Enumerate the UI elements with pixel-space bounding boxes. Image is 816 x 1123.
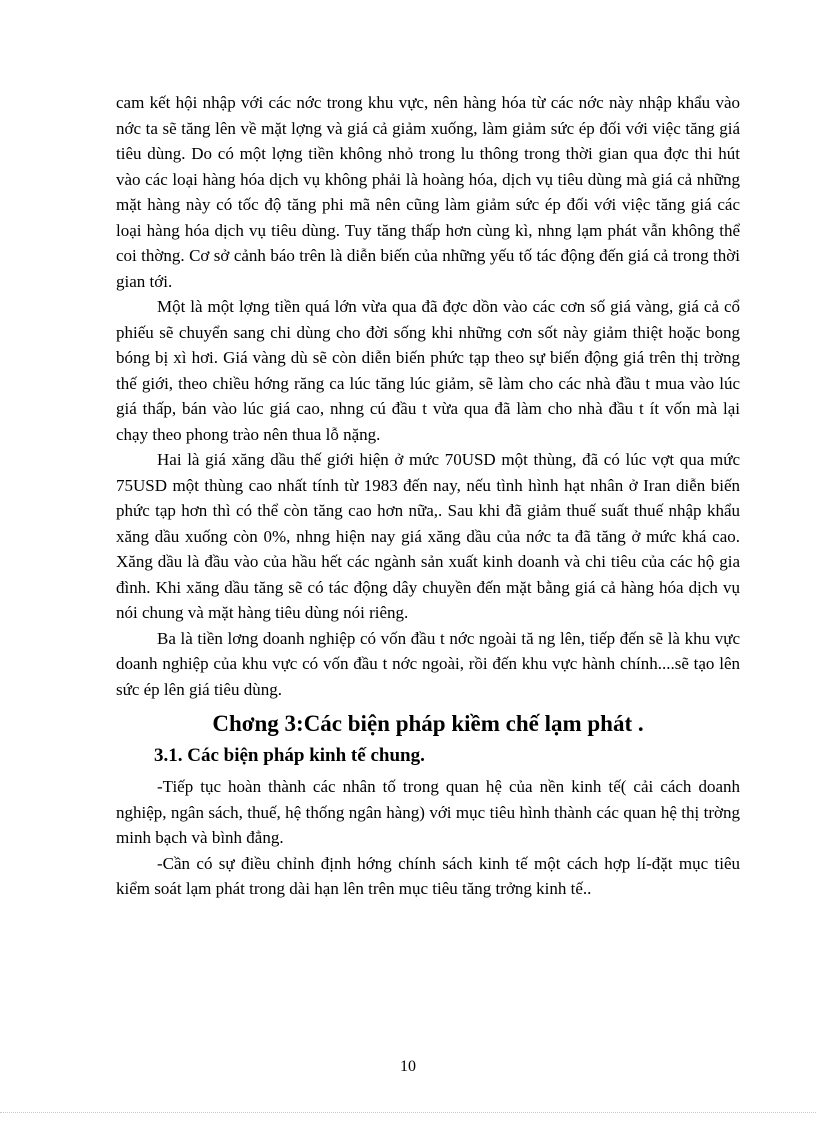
paragraph-section-1: -Tiếp tục hoàn thành các nhân tố trong quan hệ của nền kinh tế( cải cách doanh nghiệp, ngân sách, thuế, hệ thống ngân hàng) với mục tiêu hình thành các quan hệ thị trờng minh bạch và bình đẳng. <box>116 777 740 847</box>
paragraph-hai-la: Hai là giá xăng dầu thế giới hiện ở mức 70USD một thùng, đã có lúc vợt qua mức 75USD một thùng cao nhất tính từ 1983 đến nay, nếu tình hình hạt nhân ở Iran diễn biến phức tạp hơn thì có thể còn tăng cao hơn nữa,. Sau khi đã giảm thuế suất thuế nhập khẩu xăng dầu xuống còn 0%, nhng hiện nay giá xăng dầu của nớc ta đã tăng ở mức khá cao. Xăng dầu là đầu vào của hầu hết các ngành sản xuất kinh doanh và chi tiêu của các hộ gia đình. Khi xăng dầu tăng sẽ có tác động dây chuyền đến mặt bằng giá cả hàng hóa dịch vụ nói chung và mặt hàng tiêu dùng nói riêng. <box>116 450 740 622</box>
section-title: 3.1. Các biện pháp kinh tế chung. <box>154 745 425 766</box>
paragraph-ba-la: Ba là tiền lơng doanh nghiệp có vốn đầu t nớc ngoài tă ng lên, tiếp đến sẽ là khu vực doanh nghiệp của khu vực có vốn đầu t nớc ngoài, rồi đến khu vực hành chính....sẽ tạo lên sức ép lên giá tiêu dùng. <box>116 628 740 699</box>
body-text <box>116 90 740 902</box>
page-number: 10 <box>400 1058 416 1075</box>
page-bottom-divider <box>0 1112 816 1113</box>
paragraph-mot-la: Một là một lợng tiền quá lớn vừa qua đã đợc dồn vào các cơn số giá vàng, giá cả cổ phiếu sẽ chuyển sang chi dùng cho đời sống khi những cơn sốt này giảm thiệt hoặc bong bóng bị xì hơi. Giá vàng dù sẽ còn diễn biến phức tạp theo sự biến động giá trên thị trờng thế giới, theo chiều hớng răng ca lúc tăng lúc giảm, sẽ làm cho các nhà đầu t mua vào lúc giá thấp, bán vào lúc giá cao, nhng cú đầu t vừa qua đã làm cho nhà đầu t ít vốn mà lại chạy theo phong trào nên thua lỗ nặng. <box>116 297 740 444</box>
chapter-title: Chơng 3:Các biện pháp kiềm chế lạm phát . <box>212 711 644 736</box>
paragraph-intro: cam kết hội nhập với các nớc trong khu vực, nên hàng hóa từ các nớc này nhập khẩu vào nớc ta sẽ tăng lên về mặt lợng và giá cả giảm xuống, làm giảm sức ép đối với việc tăng giá tiêu dùng. Do có một lợng tiền không nhỏ trong lu thông trong thời gian qua đợc thi hút vào các loại hàng hóa dịch vụ không phải là hoàng hóa, dịch vụ tiêu dùng mà giá cả những mặt hàng này có tốc độ tăng phi mã nên cũng làm giảm sức ép đối với việc tăng giá các loại hàng hóa dịch vụ tiêu dùng. Tuy tăng thấp hơn cùng kì, nhng lạm phát vẫn không thể coi thờng. Cơ sở cảnh báo trên là diễn biến của những yếu tố tác động đến giá cả trong thời gian tới. <box>116 93 740 291</box>
paragraph-section-2: -Cần có sự điều chỉnh định hớng chính sách kinh tế một cách hợp lí-đặt mục tiêu kiểm soát lạm phát trong dài hạn lên trên mục tiêu tăng trởng kinh tế.. <box>116 853 740 898</box>
